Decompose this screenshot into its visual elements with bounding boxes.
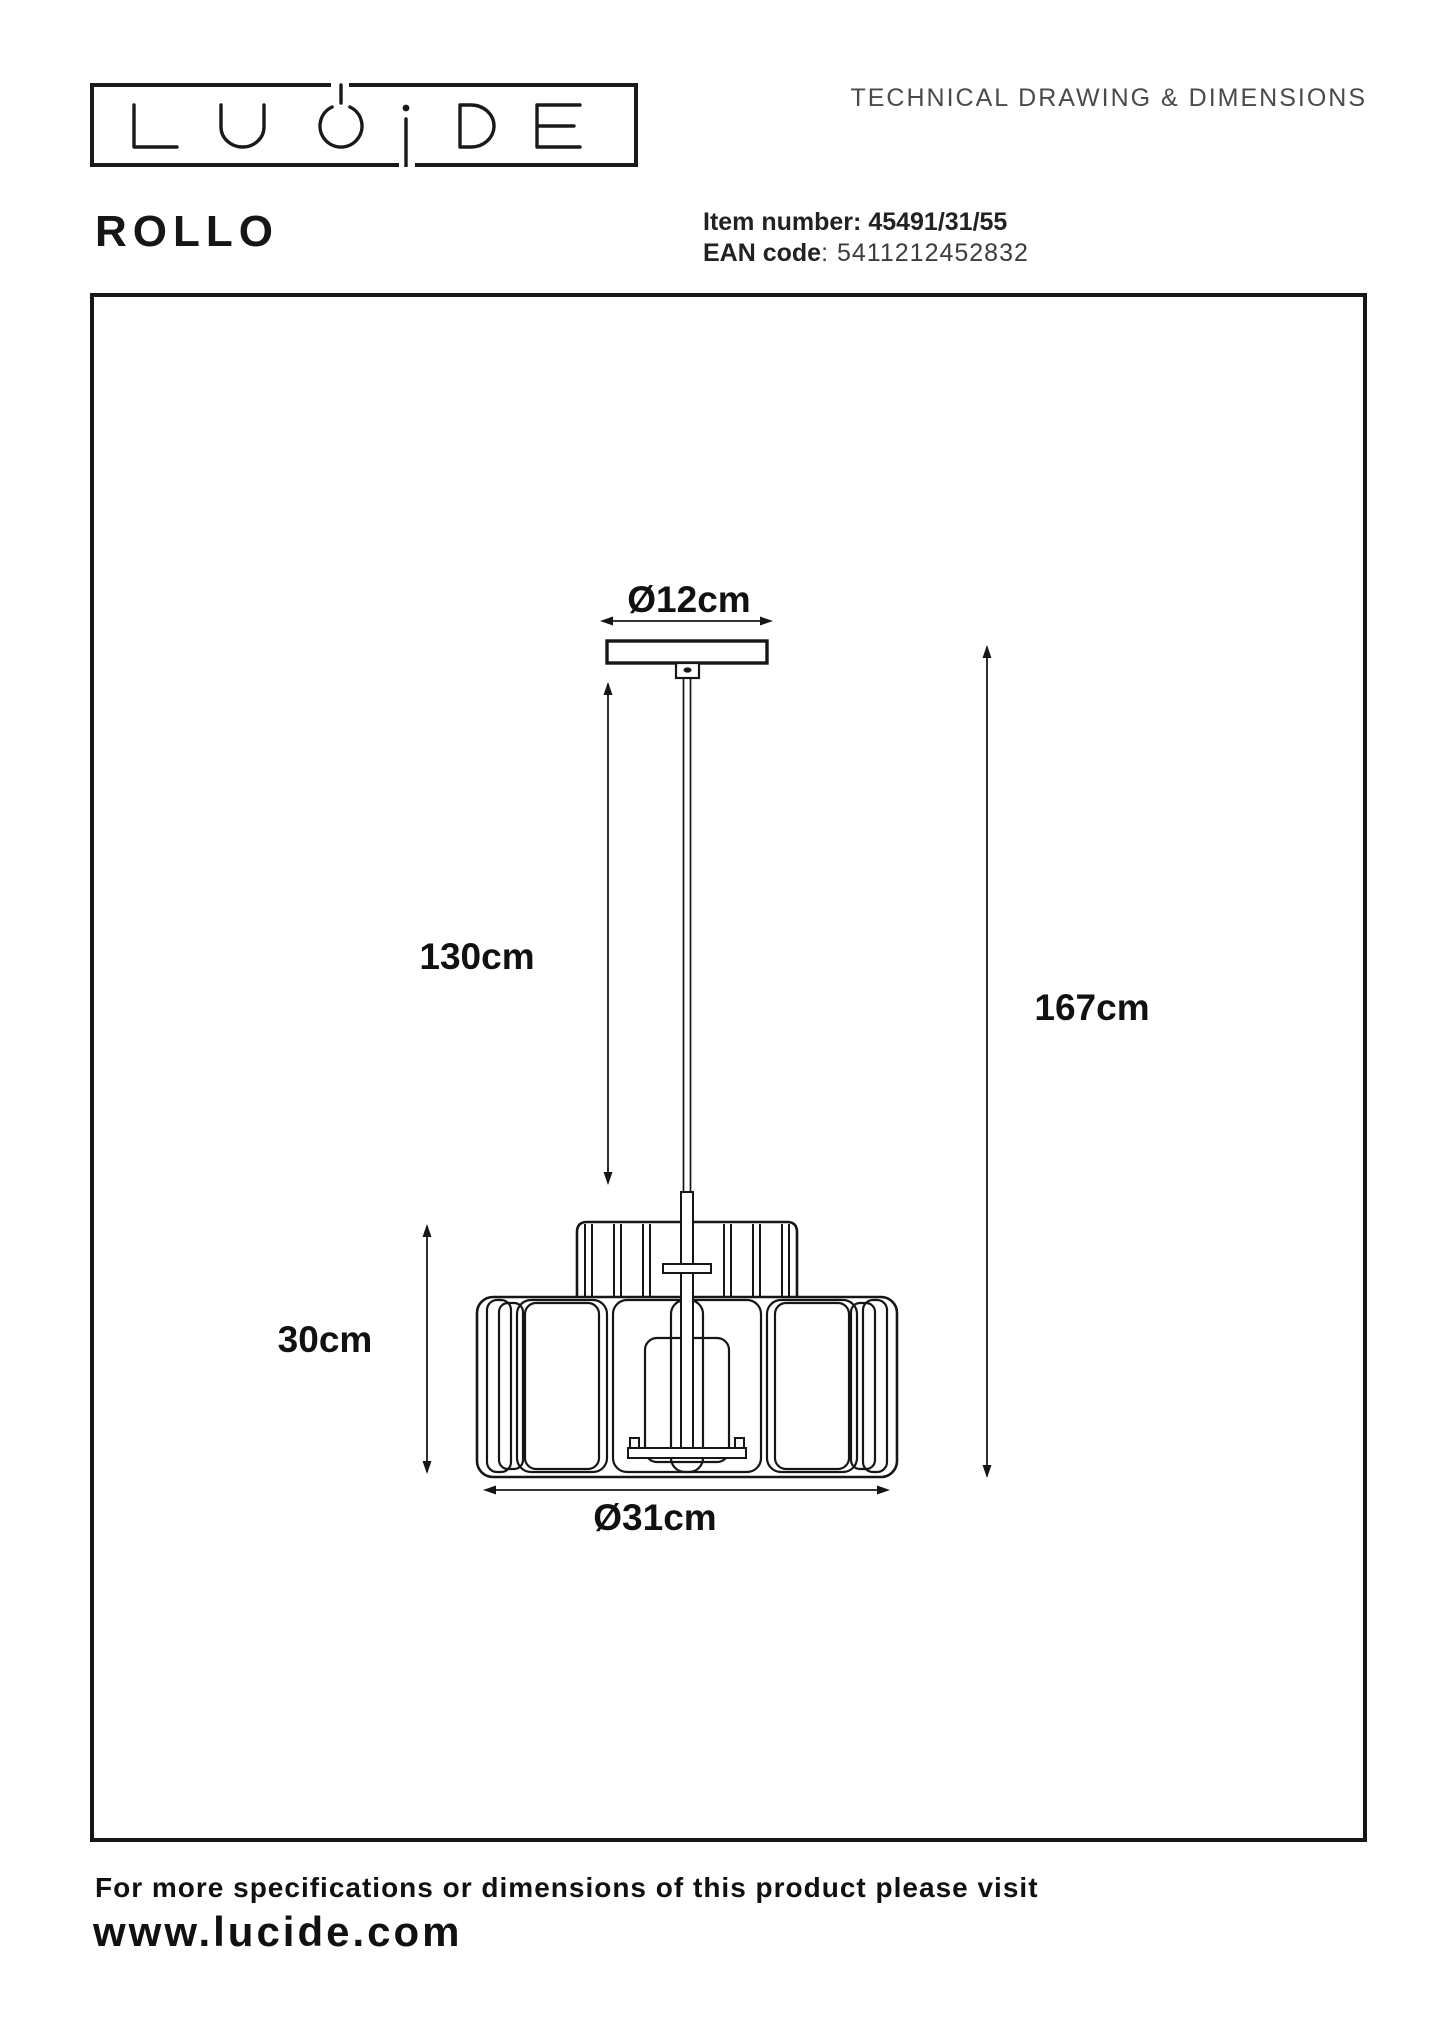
ean-label: EAN code [703, 239, 822, 267]
drawing-border [92, 295, 1365, 1840]
logo-box [90, 83, 638, 167]
item-number-value: 45491/31/55 [868, 208, 1008, 236]
arrowhead-down [983, 1465, 992, 1478]
suspension-assembly [607, 641, 767, 1458]
item-number-row [703, 207, 1029, 238]
drawing-frame [90, 293, 1367, 1842]
centre-rod [681, 1192, 693, 1454]
dim-total-height [983, 645, 1150, 1478]
arrowhead-left [600, 617, 613, 626]
arrowhead-down [604, 1172, 613, 1185]
letter-c [320, 107, 362, 147]
dim-label-canopy-diameter: Ø12cm [627, 579, 751, 620]
dim-label-total-height: 167cm [1034, 987, 1150, 1028]
ean-separator: : [821, 239, 837, 267]
dim-shade-diameter [483, 1486, 890, 1539]
arrowhead-right [760, 617, 773, 626]
letter-d [460, 105, 494, 147]
ean-row [703, 238, 1029, 269]
logo-letters [134, 85, 580, 167]
arrowhead-up [423, 1224, 432, 1237]
letter-l [134, 105, 177, 147]
dim-shade-height [278, 1224, 432, 1474]
letter-e [537, 105, 580, 147]
letter-u [221, 105, 264, 147]
arrowhead-right [877, 1486, 890, 1495]
footer-website: www.lucide.com [93, 1908, 463, 1955]
page-title: TECHNICAL DRAWING & DIMENSIONS [850, 84, 1367, 112]
dim-cord-length [419, 682, 612, 1185]
arrowhead-left [483, 1486, 496, 1495]
technical-drawing [90, 293, 1367, 1842]
dim-label-shade-height: 30cm [277, 1319, 373, 1360]
strain-relief-screw [684, 667, 692, 672]
rod-crossbar [663, 1264, 711, 1273]
product-identifiers [703, 207, 1029, 269]
dim-label-cord-length: 130cm [419, 936, 535, 977]
letter-i-dot [403, 105, 410, 112]
item-number-label: Item number: [703, 208, 862, 236]
footer-note: For more specifications or dimensions of this product please visit [95, 1872, 1039, 1903]
suspension-cord [684, 678, 691, 1192]
ean-value: 5411212452832 [837, 239, 1029, 267]
product-name: ROLLO [95, 207, 279, 256]
lucide-logo [90, 83, 638, 167]
dim-label-shade-diameter: Ø31cm [593, 1497, 717, 1538]
arrowhead-up [983, 645, 992, 658]
dim-canopy-diameter [600, 579, 773, 626]
arrowhead-up [604, 682, 613, 695]
bottom-bar [628, 1448, 746, 1458]
ceiling-canopy [607, 641, 767, 663]
arrowhead-down [423, 1461, 432, 1474]
